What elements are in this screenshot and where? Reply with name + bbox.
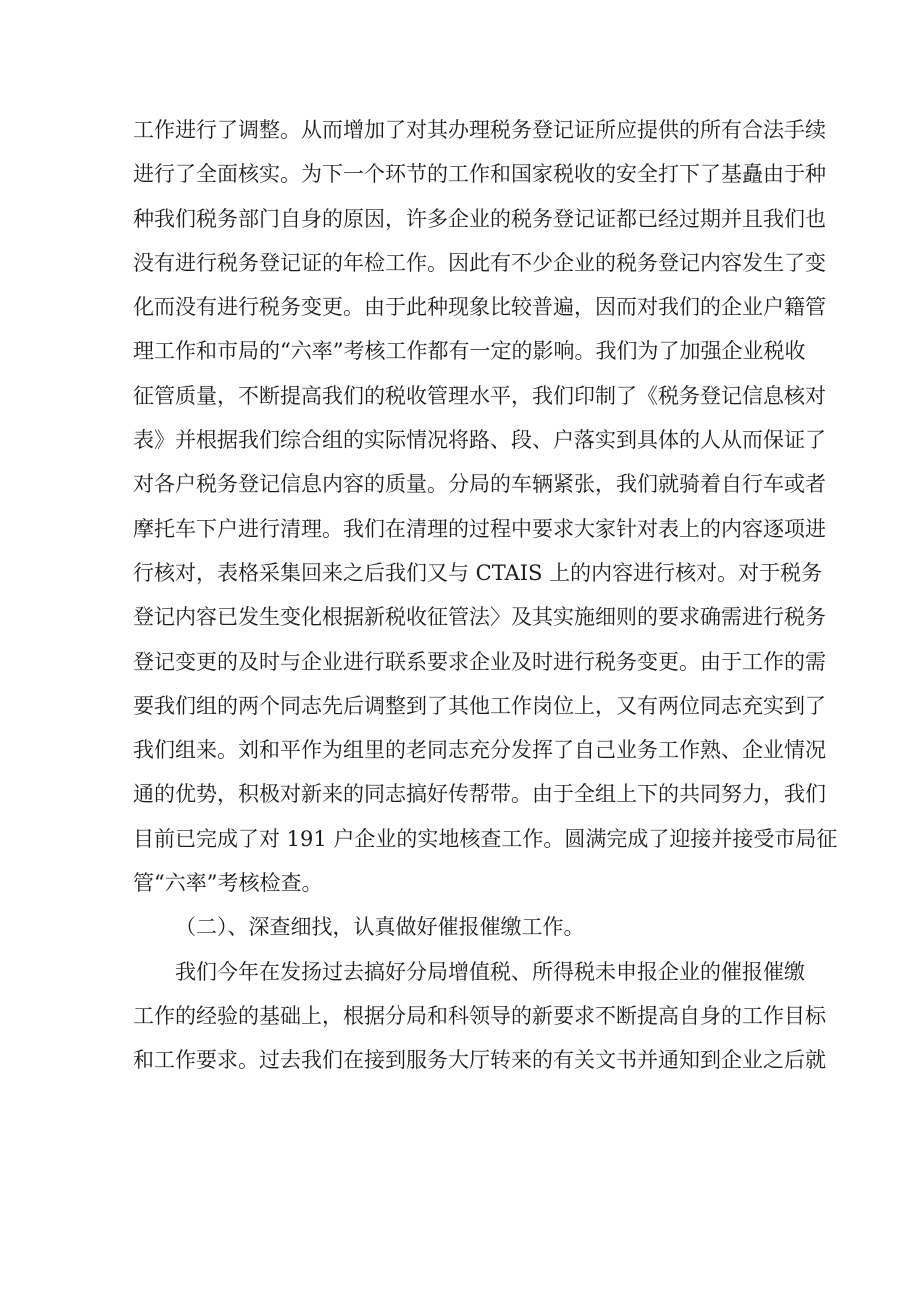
text-line: 目前已完成了对 191 户企业的实地核查工作。圆满完成了迎接并接受市局征 (133, 826, 838, 851)
text-line: 摩托车下户进行清理。我们在清理的过程中要求大家针对表上的内容逐项进 (133, 516, 826, 541)
text-line: 进行了全面核实。为下一个环节的工作和国家税收的安全打下了基矗由于种 (133, 162, 826, 187)
paragraph-2 (133, 950, 826, 1083)
document-body (133, 108, 838, 1083)
text-line: 种我们税务部门自身的原因，许多企业的税务登记证都已经过期并且我们也 (133, 206, 826, 231)
text-line: 和工作要求。过去我们在接到服务大厅转来的有关文书并通知到企业之后就 (133, 1048, 826, 1073)
text-line: 工作的经验的基础上，根据分局和科领导的新要求不断提高自身的工作目标 (133, 1003, 826, 1028)
text-line: 理工作和市局的“六率”考核工作都有一定的影响。我们为了加强企业税收 (133, 339, 806, 364)
text-line: 表》并根据我们综合组的实际情况将路、段、户落实到具体的人从而保证了 (133, 428, 826, 453)
text-line: 没有进行税务登记证的年检工作。因此有不少企业的税务登记内容发生了变 (133, 250, 826, 275)
text-line: 行核对，表格采集回来之后我们又与 CTAIS 上的内容进行核对。对于税务 (133, 560, 823, 585)
text-line: 登记变更的及时与企业进行联系要求企业及时进行税务变更。由于工作的需 (133, 649, 826, 674)
text-line: 我们今年在发扬过去搞好分局增值税、所得税未申报企业的催报催缴 (175, 959, 805, 984)
text-line: 工作进行了调整。从而增加了对其办理税务登记证所应提供的所有合法手续 (133, 118, 826, 142)
text-line: 我们组来。刘和平作为组里的老同志充分发挥了自己业务工作熟、企业情况 (133, 738, 826, 763)
section-heading: （二）、深查细找，认真做好催报催缴工作。 (175, 915, 585, 940)
text-line: 对各户税务登记信息内容的质量。分局的车辆紧张，我们就骑着自行车或者 (133, 472, 826, 497)
text-line: 要我们组的两个同志先后调整到了其他工作岗位上，又有两位同志充实到了 (133, 693, 826, 718)
text-line: 化而没有进行税务变更。由于此种现象比较普遍，因而对我们的企业户籍管 (133, 295, 826, 320)
text-line: 征管质量，不断提高我们的税收管理水平，我们印制了《税务登记信息核对 (133, 383, 826, 408)
text-line: 管“六率”考核检查。 (133, 871, 323, 896)
text-line: 通的优势，积极对新来的同志搞好传帮带。由于全组上下的共同努力，我们 (133, 782, 826, 807)
text-line: 登记内容已发生变化根据新税收征管法〉及其实施细则的要求确需进行税务 (133, 605, 826, 630)
paragraph-1 (133, 108, 838, 905)
